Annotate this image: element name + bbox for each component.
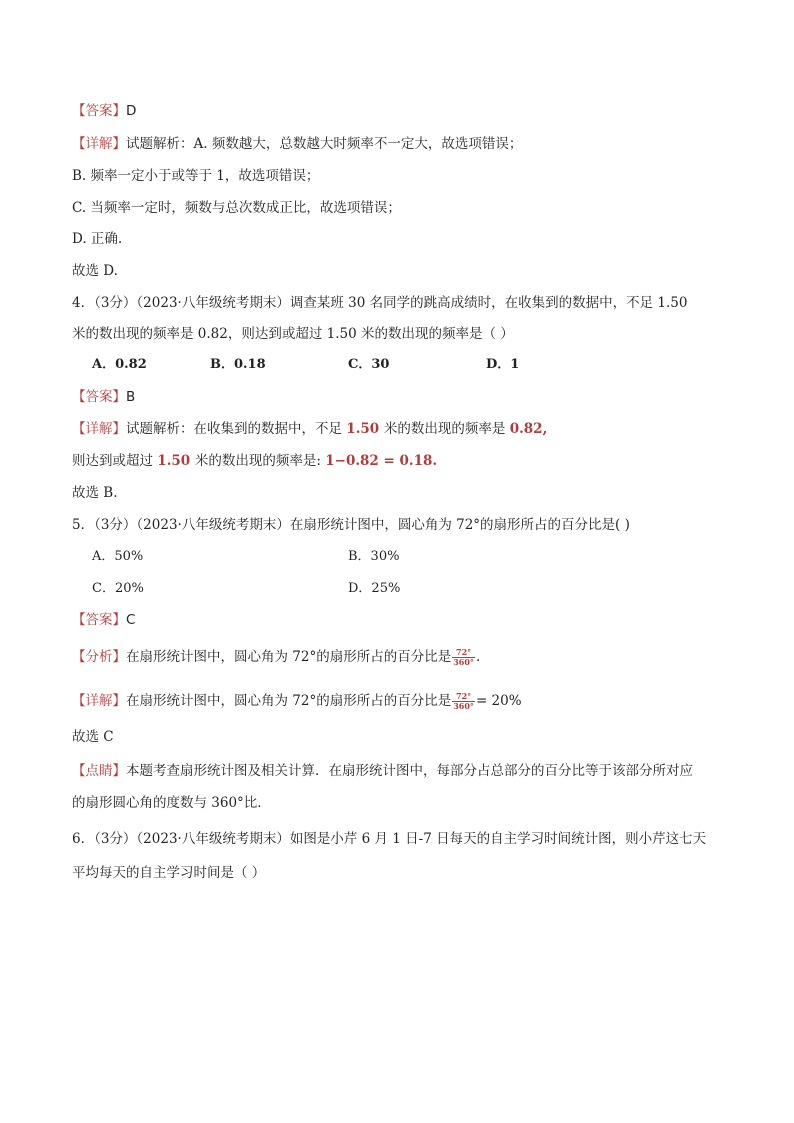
q4-detail-line-2 (72, 452, 437, 470)
q4-option-d: D．1 (486, 357, 520, 372)
analysis-tag: 【分析】 (72, 649, 126, 665)
q3-detail-line-1 (72, 135, 522, 153)
q4-detail-line-1 (72, 420, 547, 438)
q5-analysis-text: 在扇形统计图中，圆心角为 72°的扇形所占的百分比是 (126, 649, 452, 665)
q5-detail-line (72, 692, 522, 711)
q6-stem-line-2: 平均每天的自主学习时间是（ ） (72, 865, 266, 881)
q4-detail-2a: 则达到或超过 (72, 453, 158, 469)
q5-answer: C (126, 612, 136, 628)
q4-detail-1c: 米的数出现的频率是 (383, 421, 510, 437)
fraction-numerator: 72° (452, 692, 475, 702)
q4-detail-2c: 米的数出现的频率是: (194, 453, 326, 469)
q4-stem-line-2: 米的数出现的频率是 0.82，则达到或超过 1.50 米的数出现的频率是（ ） (72, 326, 514, 342)
fraction-denominator: 360° (453, 657, 474, 667)
q5-analysis-fraction (452, 648, 475, 667)
answer-tag: 【答案】 (72, 103, 126, 119)
q4-conclusion: 故选 B. (72, 485, 118, 501)
q3-detail-line-2: B. 频率一定小于或等于 1，故选项错误； (72, 168, 320, 184)
answer-tag: 【答案】 (72, 389, 126, 405)
fraction-denominator: 360° (453, 701, 474, 711)
q5-comment-1: 本题考查扇形统计图及相关计算．在扇形统计图中，每部分占总部分的百分比等于该部分所对应 (126, 763, 693, 779)
q4-answer-line (72, 388, 135, 406)
q4-answer: B (126, 389, 136, 405)
q5-analysis-line (72, 648, 480, 667)
q3-detail-line-4: D. 正确. (72, 231, 123, 247)
q3-detail-1: 试题解析：A. 频数越大，总数越大时频率不一定大，故选项错误； (126, 136, 523, 152)
q4-detail-2b: 1.50 (157, 453, 195, 469)
q3-answer: D (126, 103, 137, 119)
comment-tag: 【点睛】 (72, 763, 126, 779)
q6-stem-line-1: 6．（3分）（2023·八年级统考期末）如图是小芹 6 月 1 日-7 日每天的自主学习时间统计图，则小芹这七天 (72, 831, 707, 847)
detail-tag: 【详解】 (72, 421, 126, 437)
q5-comment-line-2: 的扇形圆心角的度数与 360°比． (72, 795, 271, 811)
q4-stem-line-1: 4．（3分）（2023·八年级统考期末）调查某班 30 名同学的跳高成绩时，在收集到的数据中，不足 1.50 (72, 295, 688, 311)
q5-option-b: B．30% (348, 549, 400, 564)
detail-tag: 【详解】 (72, 136, 126, 152)
q5-detail-text: 在扇形统计图中，圆心角为 72°的扇形所占的百分比是 (126, 693, 452, 709)
fraction-numerator: 72° (452, 648, 475, 658)
detail-tag: 【详解】 (72, 693, 126, 709)
q4-detail-1a: 试题解析：在收集到的数据中，不足 (126, 421, 347, 437)
q4-option-b: B．0.18 (210, 357, 266, 372)
q5-option-d: D．25% (348, 581, 401, 596)
q4-detail-2d: 1−0.82 = 0.18. (325, 453, 438, 469)
q5-comment-line-1 (72, 762, 693, 780)
q5-conclusion: 故选 C (72, 729, 114, 745)
q5-stem: 5．（3分）（2023·八年级统考期末）在扇形统计图中，圆心角为 72°的扇形所占的百分比是( ) (72, 517, 630, 533)
q3-conclusion: 故选 D. (72, 263, 118, 279)
q5-option-c: C．20% (92, 581, 144, 596)
q5-detail-fraction (452, 692, 475, 711)
answer-tag: 【答案】 (72, 612, 126, 628)
q5-detail-end: = 20% (475, 693, 522, 709)
q5-analysis-end: . (475, 649, 481, 665)
q5-option-a: A．50% (92, 549, 144, 564)
q4-detail-1d: 0.82, (509, 421, 548, 437)
q4-detail-1b: 1.50 (346, 421, 384, 437)
q5-answer-line (72, 611, 135, 629)
q3-detail-line-3: C. 当频率一定时，频数与总次数成正比，故选项错误； (72, 200, 401, 216)
q4-option-a: A．0.82 (92, 357, 147, 372)
q4-option-c: C．30 (348, 357, 390, 372)
q3-answer-line (72, 102, 136, 120)
